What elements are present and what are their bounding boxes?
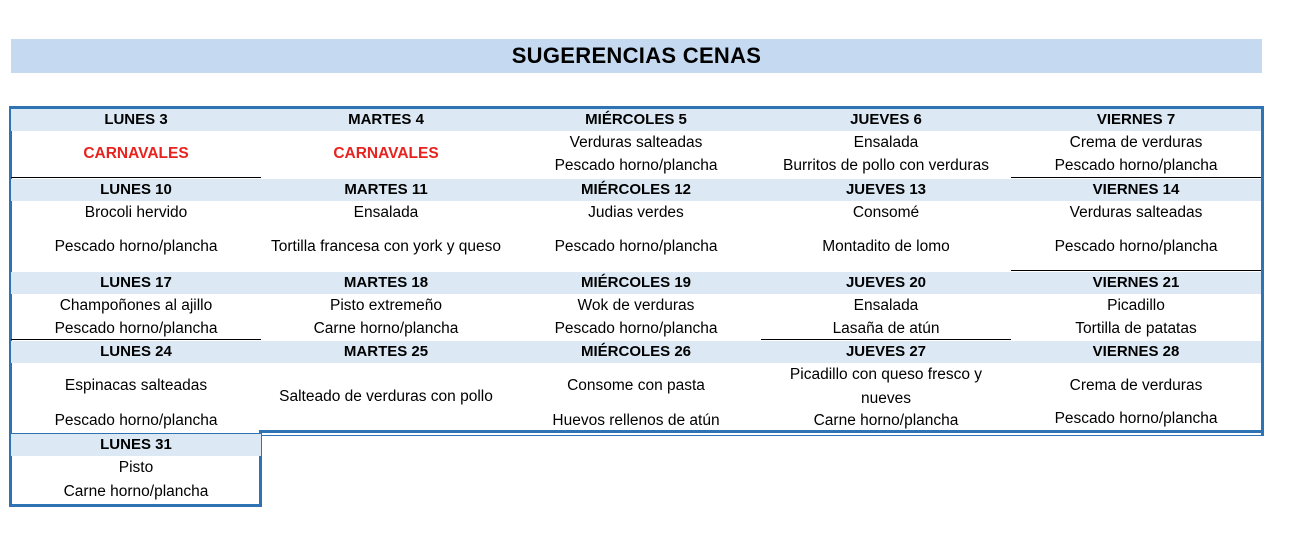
dish-item: Carne horno/plancha <box>313 320 459 337</box>
dish-item: Pescado horno/plancha <box>554 238 718 255</box>
dish-item: Pisto <box>118 459 154 476</box>
day-header: MIÉRCOLES 19 <box>511 272 761 294</box>
dish-item: Verduras salteadas <box>1069 204 1203 221</box>
dish-item: Pescado horno/plancha <box>554 320 718 337</box>
dish-item: Ensalada <box>353 204 419 221</box>
day-menu <box>1011 201 1261 271</box>
day-menu <box>761 131 1011 177</box>
day-header: MIÉRCOLES 26 <box>511 341 761 363</box>
day-header: LUNES 3 <box>11 109 261 131</box>
dish-item: Verduras salteadas <box>569 134 703 151</box>
dish-item: Consome con pasta <box>567 377 705 394</box>
day-header: MARTES 4 <box>261 109 511 131</box>
dish-item: Montadito de lomo <box>822 238 950 255</box>
day-header: MIÉRCOLES 12 <box>511 179 761 201</box>
dish-item: Picadillo con queso fresco y <box>789 366 983 383</box>
dish-item: Pescado horno/plancha <box>54 412 218 429</box>
day-menu <box>261 131 511 177</box>
holiday-label: CARNAVALES <box>83 145 189 162</box>
dish-item: Brocoli hervido <box>84 204 188 221</box>
day-header: JUEVES 13 <box>761 179 1011 201</box>
day-header: LUNES 24 <box>11 341 261 363</box>
dish-item: Espinacas salteadas <box>64 377 208 394</box>
page-title-bar <box>11 39 1262 73</box>
row-divider <box>11 339 261 340</box>
dish-item: Ensalada <box>853 134 919 151</box>
day-menu <box>1011 131 1261 177</box>
day-menu <box>761 201 1011 271</box>
dish-item: Pescado horno/plancha <box>1054 238 1218 255</box>
dish-item: Judias verdes <box>588 204 684 221</box>
day-header: VIERNES 28 <box>1011 341 1261 363</box>
dish-item: Huevos rellenos de atún <box>552 412 720 429</box>
day-menu <box>511 294 761 340</box>
day-menu <box>11 456 261 502</box>
day-menu <box>261 294 511 340</box>
day-menu <box>11 294 261 340</box>
dish-item: Salteado de verduras con pollo <box>279 388 493 405</box>
day-header: VIERNES 14 <box>1011 179 1261 201</box>
day-header: MARTES 11 <box>261 179 511 201</box>
dish-item: Pisto extremeño <box>330 297 442 314</box>
dish-item: Carne horno/plancha <box>63 483 209 500</box>
dish-item: Tortilla de patatas <box>1075 320 1197 337</box>
dish-item: Champoñones al ajillo <box>59 297 213 314</box>
row-divider <box>11 177 261 178</box>
row-divider <box>1011 177 1261 178</box>
day-header: MIÉRCOLES 5 <box>511 109 761 131</box>
day-menu <box>761 294 1011 340</box>
dish-item: Ensalada <box>853 297 919 314</box>
day-menu <box>11 131 261 177</box>
dish-item: nueves <box>861 390 911 407</box>
dish-item: Pescado horno/plancha <box>54 238 218 255</box>
dish-item: Crema de verduras <box>1069 134 1203 151</box>
day-menu <box>511 131 761 177</box>
dish-item: Pescado horno/plancha <box>554 157 718 174</box>
day-header: VIERNES 21 <box>1011 272 1261 294</box>
day-menu <box>1011 294 1261 340</box>
day-menu <box>11 201 261 271</box>
day-header: JUEVES 27 <box>761 341 1011 363</box>
dish-item: Pescado horno/plancha <box>1054 157 1218 174</box>
row-divider <box>1011 270 1261 271</box>
dish-item: Wok de verduras <box>577 297 695 314</box>
day-menu <box>261 363 511 433</box>
day-header: MARTES 18 <box>261 272 511 294</box>
day-header: LUNES 10 <box>11 179 261 201</box>
dish-item: Carne horno/plancha <box>813 412 959 429</box>
dish-item: Crema de verduras <box>1069 377 1203 394</box>
day-header: JUEVES 6 <box>761 109 1011 131</box>
dish-item: Consomé <box>852 204 920 221</box>
day-header: LUNES 17 <box>11 272 261 294</box>
day-menu <box>1011 363 1261 433</box>
day-menu <box>261 201 511 271</box>
dish-item: Tortilla francesa con york y queso <box>270 238 502 255</box>
day-header: JUEVES 20 <box>761 272 1011 294</box>
day-header: LUNES 31 <box>11 434 261 456</box>
row-divider <box>761 339 1011 340</box>
dish-item: Lasaña de atún <box>832 320 940 337</box>
page-title: SUGERENCIAS CENAS <box>511 43 762 68</box>
day-menu <box>511 363 761 433</box>
holiday-label: CARNAVALES <box>333 145 439 162</box>
day-header: MARTES 25 <box>261 341 511 363</box>
dish-item: Pescado horno/plancha <box>54 320 218 337</box>
day-header: VIERNES 7 <box>1011 109 1261 131</box>
dish-item: Pescado horno/plancha <box>1054 410 1218 427</box>
day-menu <box>761 363 1011 433</box>
day-menu <box>11 363 261 433</box>
dish-item: Burritos de pollo con verduras <box>783 157 989 174</box>
day-menu <box>511 201 761 271</box>
dish-item: Picadillo <box>1107 297 1165 314</box>
